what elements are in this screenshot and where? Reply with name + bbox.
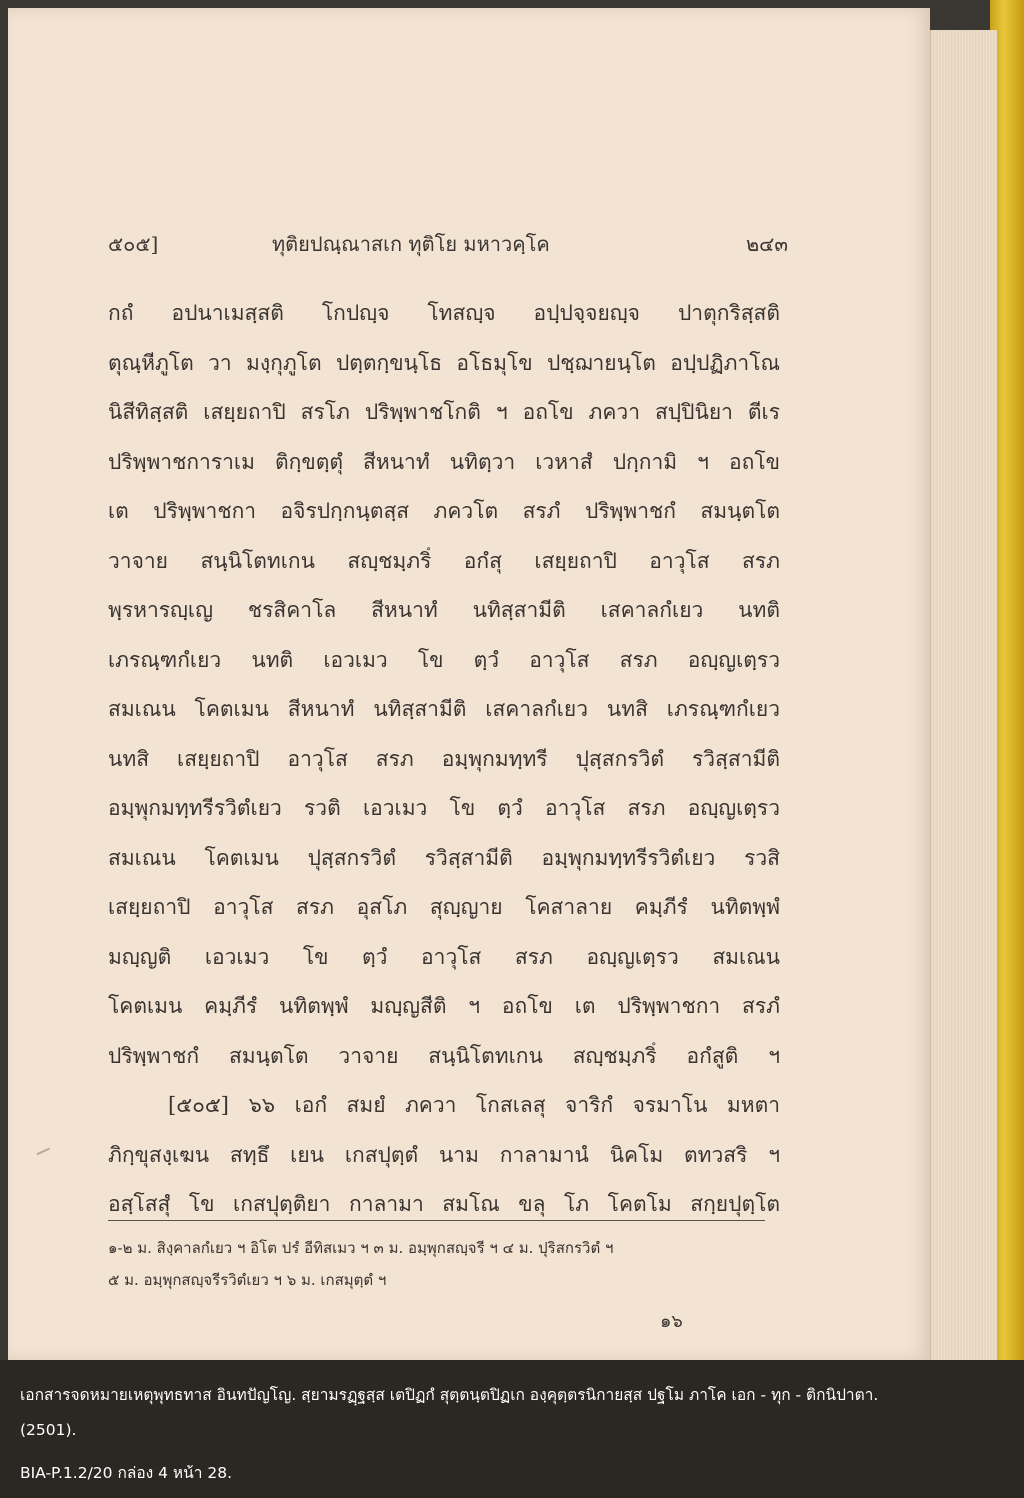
text-line: สมเณน โคตเมน สีหนาทํ นทิสฺสามีติ เสคาลกํเยว นทสิ เภรณฺฑกํเยว <box>108 697 780 721</box>
text-line: โคตเมน คมฺภีรํ นทิตพฺพํ มญฺญสีติ ฯ อถโข เต ปริพฺพาชกา สรภํ <box>108 994 780 1018</box>
caption-title: เอกสารจดหมายเหตุพุทธทาส อินทปัญโญ. สฺยามรฏฺฐสฺส เตปิฏกํ สุตฺตนฺตปิฏเก องฺคุตฺตรนิกายสฺส ปฐโม ภาโค เอก - ทุก - ติกนิปาตา. <box>20 1386 879 1404</box>
text-line: เต ปริพฺพาชกา อจิรปกฺกนฺตสฺส ภควโต สรภํ ปริพฺพาชกํ สมนฺตโต <box>108 499 780 523</box>
page-number: ๒๔๓ <box>746 232 788 256</box>
header-title: ทุติยปณฺณาสเก ทุติโย มหาวคฺโค <box>272 232 550 256</box>
text-line: [๕๐๕] ๖๖ เอกํ สมยํ ภควา โกสเลสุ จาริกํ จรมาโน มหตา <box>168 1093 780 1117</box>
body-text <box>108 298 780 1239</box>
page-edges <box>930 30 997 1360</box>
running-header <box>108 228 788 262</box>
text-line: สมเณน โคตเมน ปุสฺสกรวิตํ รวิสฺสามีติ อมฺพุกมทฺทรีรวิตํเยว รวสิ <box>108 845 780 870</box>
text-line: นทสิ เสยฺยถาปิ อาวุโส สรภ อมฺพุกมทฺทรี ปุสฺสกรวิตํ รวิสฺสามีติ <box>108 746 780 771</box>
text-line: อมฺพุกมทฺทรีรวิตํเยว รวติ เอวเมว โข ตฺวํ อาวุโส สรภ อญฺญเตฺรว <box>108 796 780 820</box>
archive-caption <box>0 1360 1024 1498</box>
text-line: เภรณฺฑกํเยว นทติ เอวเมว โข ตฺวํ อาวุโส สรภ อญฺญเตฺรว <box>108 647 780 672</box>
text-line: ปริพฺพาชการาเม ติกฺขตฺตุํ สีหนาทํ นทิตฺวา เวหาสํ ปกฺกามิ ฯ อถโข <box>108 449 780 474</box>
caption-reference: BIA-P.1.2/20 กล่อง 4 หน้า 28. <box>20 1464 233 1482</box>
text-line: อสฺโสสุํ โข เกสปุตฺติยา กาลามา สมโณ ขลุ โภ โคตโม สกฺยปุตฺโต <box>108 1192 780 1216</box>
text-line: ภิกฺขุสงฺเฆน สทฺธึ เยน เกสปุตฺตํ นาม กาลามานํ นิคโม ตทวสริ ฯ <box>108 1142 780 1167</box>
text-line: ปริพฺพาชกํ สมนฺตโต วาจาย สนฺนิโตทเกน สญฺชมฺภริํ อกํสูติ ฯ <box>108 1043 780 1068</box>
text-line: นิสีทิสฺสติ เสยฺยถาปิ สรโภ ปริพฺพาชโกติ ฯ อถโข ภควา สปฺปินิยา ตีเร <box>108 400 780 424</box>
text-line: เสยฺยถาปิ อาวุโส สรภ อุสโภ สุญฺญาย โคสาลาย คมฺภีรํ นทิตพฺพํ <box>108 895 780 919</box>
footnote-divider <box>108 1220 765 1221</box>
text-line: มญฺญติ เอวเมว โข ตฺวํ อาวุโส สรภ อญฺญเตฺรว สมเณน <box>108 944 780 969</box>
text-line: ตุณฺหีภูโต วา มงฺกุภูโต ปตฺตกฺขนฺโธ อโธมุโข ปชฺฌายนฺโต อปฺปฏิภาโณ <box>108 350 780 375</box>
signature-mark: ๑๖ <box>660 1311 683 1332</box>
footnote-line: ๑-๒ ม. สิงฺคาลกํเยว ฯ อิโต ปรํ อีทิสเมว ฯ ๓ ม. อมฺพุกสญฺจรี ฯ ๔ ม. ปุริสกรวิตํ ฯ <box>108 1239 614 1257</box>
footnote-line: ๕ ม. อมฺพุกสญฺจรีรวิตํเยว ฯ ๖ ม. เกสมุตฺตํ ฯ <box>108 1271 387 1289</box>
text-line: กถํ อปนาเมสฺสติ โกปญฺจ โทสญฺจ อปฺปจฺจยญฺจ ปาตุกริสฺสติ <box>108 301 780 325</box>
text-line: วาจาย สนฺนิโตทเกน สญฺชมฺภริํ อกํสุ เสยฺยถาปิ อาวุโส สรภ <box>108 548 780 573</box>
text-line: พฺรหารญฺเญ ชรสิคาโล สีหนาทํ นทิสฺสามีติ เสคาลกํเยว นทติ <box>108 598 780 622</box>
section-number: ๕๐๕] <box>108 232 159 256</box>
caption-year: (2501). <box>20 1421 77 1439</box>
